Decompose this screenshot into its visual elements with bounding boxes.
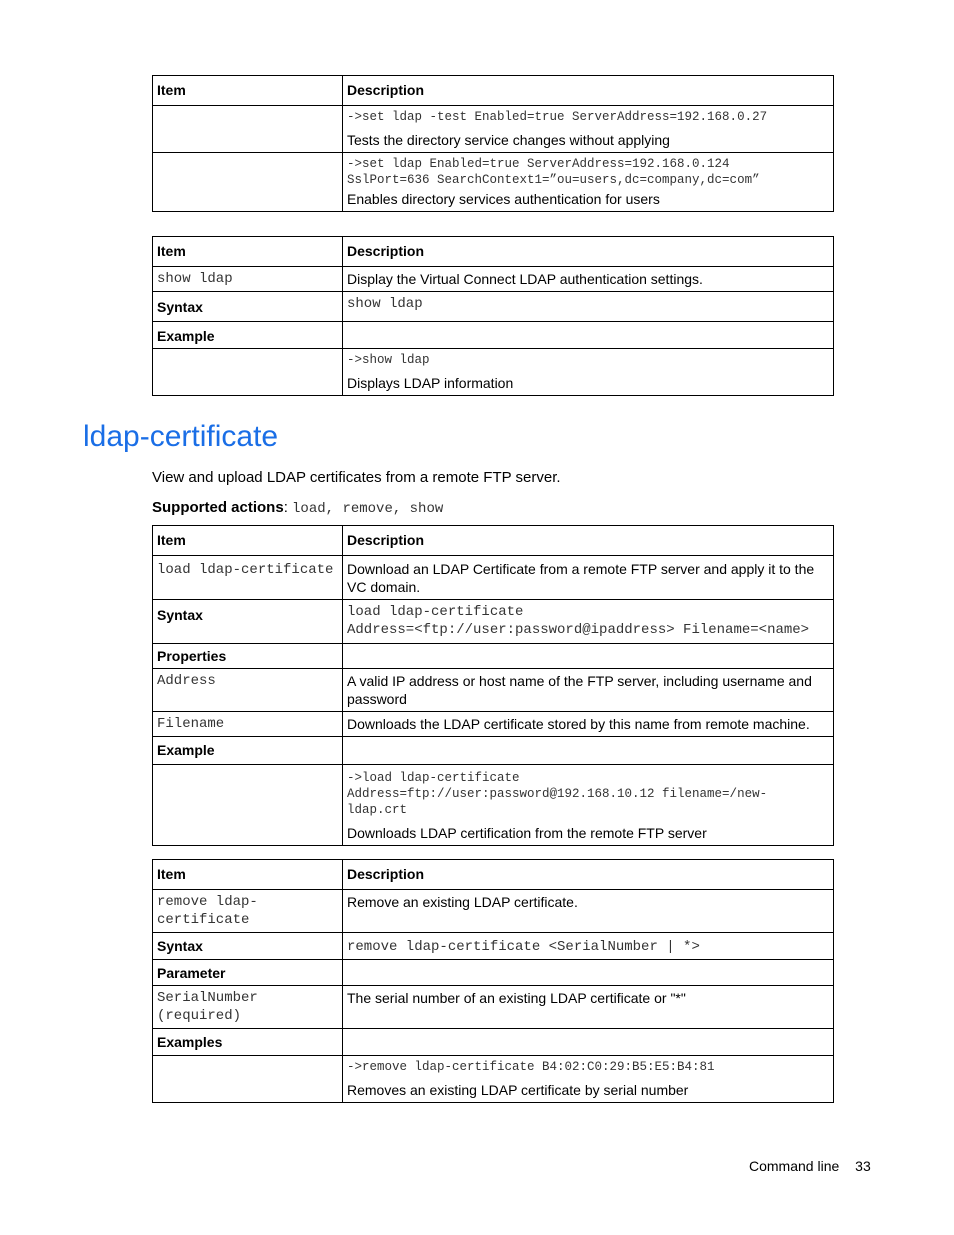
page-number: 33 [855,1158,871,1174]
section-intro: View and upload LDAP certificates from a remote FTP server. [152,469,561,486]
table-header-row [153,237,834,267]
examples-label: Examples [153,1029,343,1056]
table-row [153,669,834,712]
table-row [153,600,834,644]
parameter-desc: The serial number of an existing LDAP certificate or "*" [343,986,834,1029]
empty-cell [343,960,834,986]
table-row [153,644,834,669]
property-name: Address [153,669,343,712]
item-desc-cell: Display the Virtual Connect LDAP authentication settings. [343,267,834,292]
remove-ldap-certificate-table [152,859,834,1103]
empty-cell [343,644,834,669]
table-row [153,153,834,212]
example-code: ->show ldap [347,353,430,367]
empty-cell [153,153,343,212]
table-row [153,349,834,396]
header-item: Item [153,860,343,890]
table-row [153,322,834,349]
example-label: Example [153,737,343,765]
table-row [153,986,834,1029]
header-description: Description [343,860,834,890]
set-ldap-examples-table [152,75,834,212]
example-cell [343,153,834,212]
example-cell [343,349,834,396]
example-cell [343,1056,834,1103]
parameter-name: SerialNumber (required) [153,986,343,1029]
table-header-row [153,860,834,890]
table-row [153,292,834,322]
page-footer [749,1158,871,1174]
example-desc: Displays LDAP information [347,375,514,391]
example-code: ->remove ldap-certificate B4:02:C0:29:B5:E5:B4:81 [347,1060,715,1074]
example-code: ->load ldap-certificate Address=ftp://user:password@192.168.10.12 filename=/new- ldap.crt [347,771,768,817]
property-desc: A valid IP address or host name of the FTP server, including username and password [343,669,834,712]
example-desc: Enables directory services authentication for users [347,191,660,207]
empty-cell [153,765,343,846]
table-row [153,556,834,600]
example-desc: Removes an existing LDAP certificate by serial number [347,1082,689,1098]
syntax-cell: show ldap [343,292,834,322]
supported-actions-list: load, remove, show [292,501,444,517]
header-description: Description [343,76,834,106]
table-header-row [153,526,834,556]
table-row [153,1029,834,1056]
syntax-cell: remove ldap-certificate <SerialNumber | *> [343,933,834,960]
empty-cell [153,349,343,396]
footer-section-name: Command line [749,1158,840,1174]
table-row [153,933,834,960]
table-header-row [153,76,834,106]
table-row [153,765,834,846]
item-cell: remove ldap- certificate [153,890,343,933]
header-item: Item [153,237,343,267]
item-desc-cell: Download an LDAP Certificate from a remote FTP server and apply it to the VC domain. [343,556,834,600]
properties-label: Properties [153,644,343,669]
syntax-label: Syntax [153,600,343,644]
empty-cell [343,322,834,349]
property-name: Filename [153,712,343,737]
header-description: Description [343,526,834,556]
empty-cell [343,1029,834,1056]
example-cell [343,765,834,846]
load-ldap-certificate-table [152,525,834,846]
header-item: Item [153,76,343,106]
header-item: Item [153,526,343,556]
example-code: ->set ldap -test Enabled=true ServerAddress=192.168.0.27 [347,110,768,124]
table-row [153,960,834,986]
table-row [153,106,834,153]
show-ldap-table [152,236,834,396]
example-cell [343,106,834,153]
example-label: Example [153,322,343,349]
empty-cell [343,737,834,765]
supported-actions: Supported actions: load, remove, show [152,499,444,517]
example-desc: Tests the directory service changes without applying [347,132,670,148]
supported-actions-label: Supported actions [152,499,284,516]
empty-cell [153,106,343,153]
parameter-label: Parameter [153,960,343,986]
item-desc-cell: Remove an existing LDAP certificate. [343,890,834,933]
empty-cell [153,1056,343,1103]
table-row [153,267,834,292]
syntax-label: Syntax [153,933,343,960]
example-desc: Downloads LDAP certification from the remote FTP server [347,825,707,841]
syntax-label: Syntax [153,292,343,322]
table-row [153,890,834,933]
table-row [153,737,834,765]
syntax-cell: load ldap-certificate Address=<ftp://user:password@ipaddress> Filename=<name> [343,600,834,644]
table-row [153,712,834,737]
item-cell: show ldap [153,267,343,292]
section-title: ldap-certificate [83,420,279,453]
example-code: ->set ldap Enabled=true ServerAddress=192.168.0.124 SslPort=636 SearchContext1=”ou=users,dc=company,dc=com” [347,157,760,187]
item-cell: load ldap-certificate [153,556,343,600]
header-description: Description [343,237,834,267]
property-desc: Downloads the LDAP certificate stored by this name from remote machine. [343,712,834,737]
table-row [153,1056,834,1103]
